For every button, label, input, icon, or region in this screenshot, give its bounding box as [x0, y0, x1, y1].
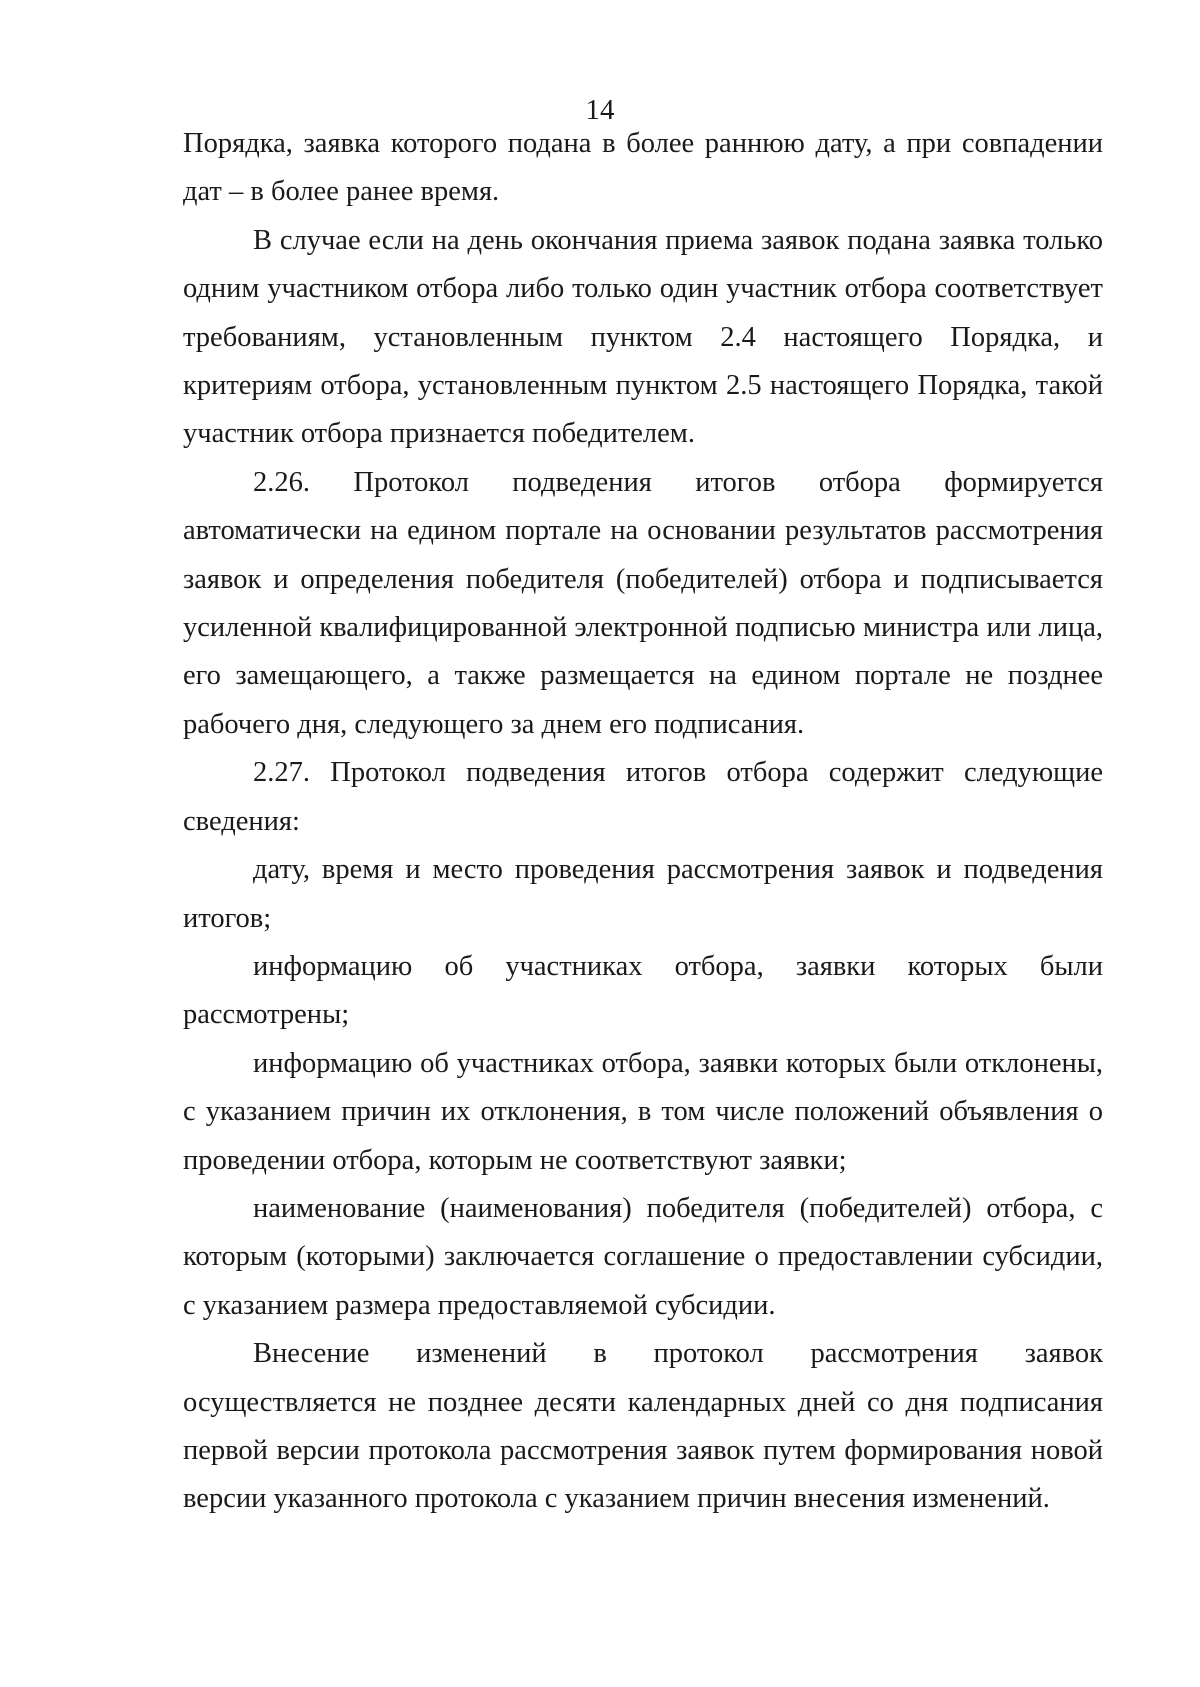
document-body	[183, 120, 1103, 1524]
list-item-winners: наименование (наименования) победителя (победителей) отбора, с которым (которыми) заключается соглашение о предоставлении субсидии, с указанием размера предоставляемой субсидии.	[183, 1192, 1103, 1321]
list-item-date-time-place: дату, время и место проведения рассмотрения заявок и подведения итогов;	[183, 854, 1103, 934]
list-item-reviewed-participants: информацию об участниках отбора, заявки которых были рассмотрены;	[183, 950, 1103, 1031]
paragraph-2-27: 2.27. Протокол подведения итогов отбора содержит следующие сведения:	[183, 757, 1103, 837]
paragraph-continuation: Порядка, заявка которого подана в более раннюю дату, а при совпадении дат – в более ранее время.	[183, 128, 1103, 208]
paragraph-protocol-changes: Внесение изменений в протокол рассмотрения заявок осуществляется не позднее десяти календарных дней со дня подписания первой версии протокола рассмотрения заявок путем формирования новой версии указанного протокола с указанием причин внесения изменений.	[183, 1338, 1103, 1515]
page-number: 14	[585, 94, 615, 126]
paragraph-single-participant: В случае если на день окончания приема заявок подана заявка только одним участником отбора либо только один участник отбора соответствует требованиям, установленным пунктом 2.4 настоящего Порядка, и критериям отбора, установленным пунктом 2.5 настоящего Порядка, такой участник отбора признается победителем.	[183, 224, 1103, 450]
paragraph-2-26: 2.26. Протокол подведения итогов отбора формируется автоматически на едином портале на основании результатов рассмотрения заявок и определения победителя (победителей) отбора и подписывается усиленной квалифицированной электронной подписью министра или лица, его замещающего, а также размещается на едином портале не позднее рабочего дня, следующего за днем его подписания.	[183, 466, 1103, 740]
list-item-rejected-participants: информацию об участниках отбора, заявки которых были отклонены, с указанием причин их отклонения, в том числе положений объявления о проведении отбора, которым не соответствуют заявки;	[183, 1047, 1103, 1176]
